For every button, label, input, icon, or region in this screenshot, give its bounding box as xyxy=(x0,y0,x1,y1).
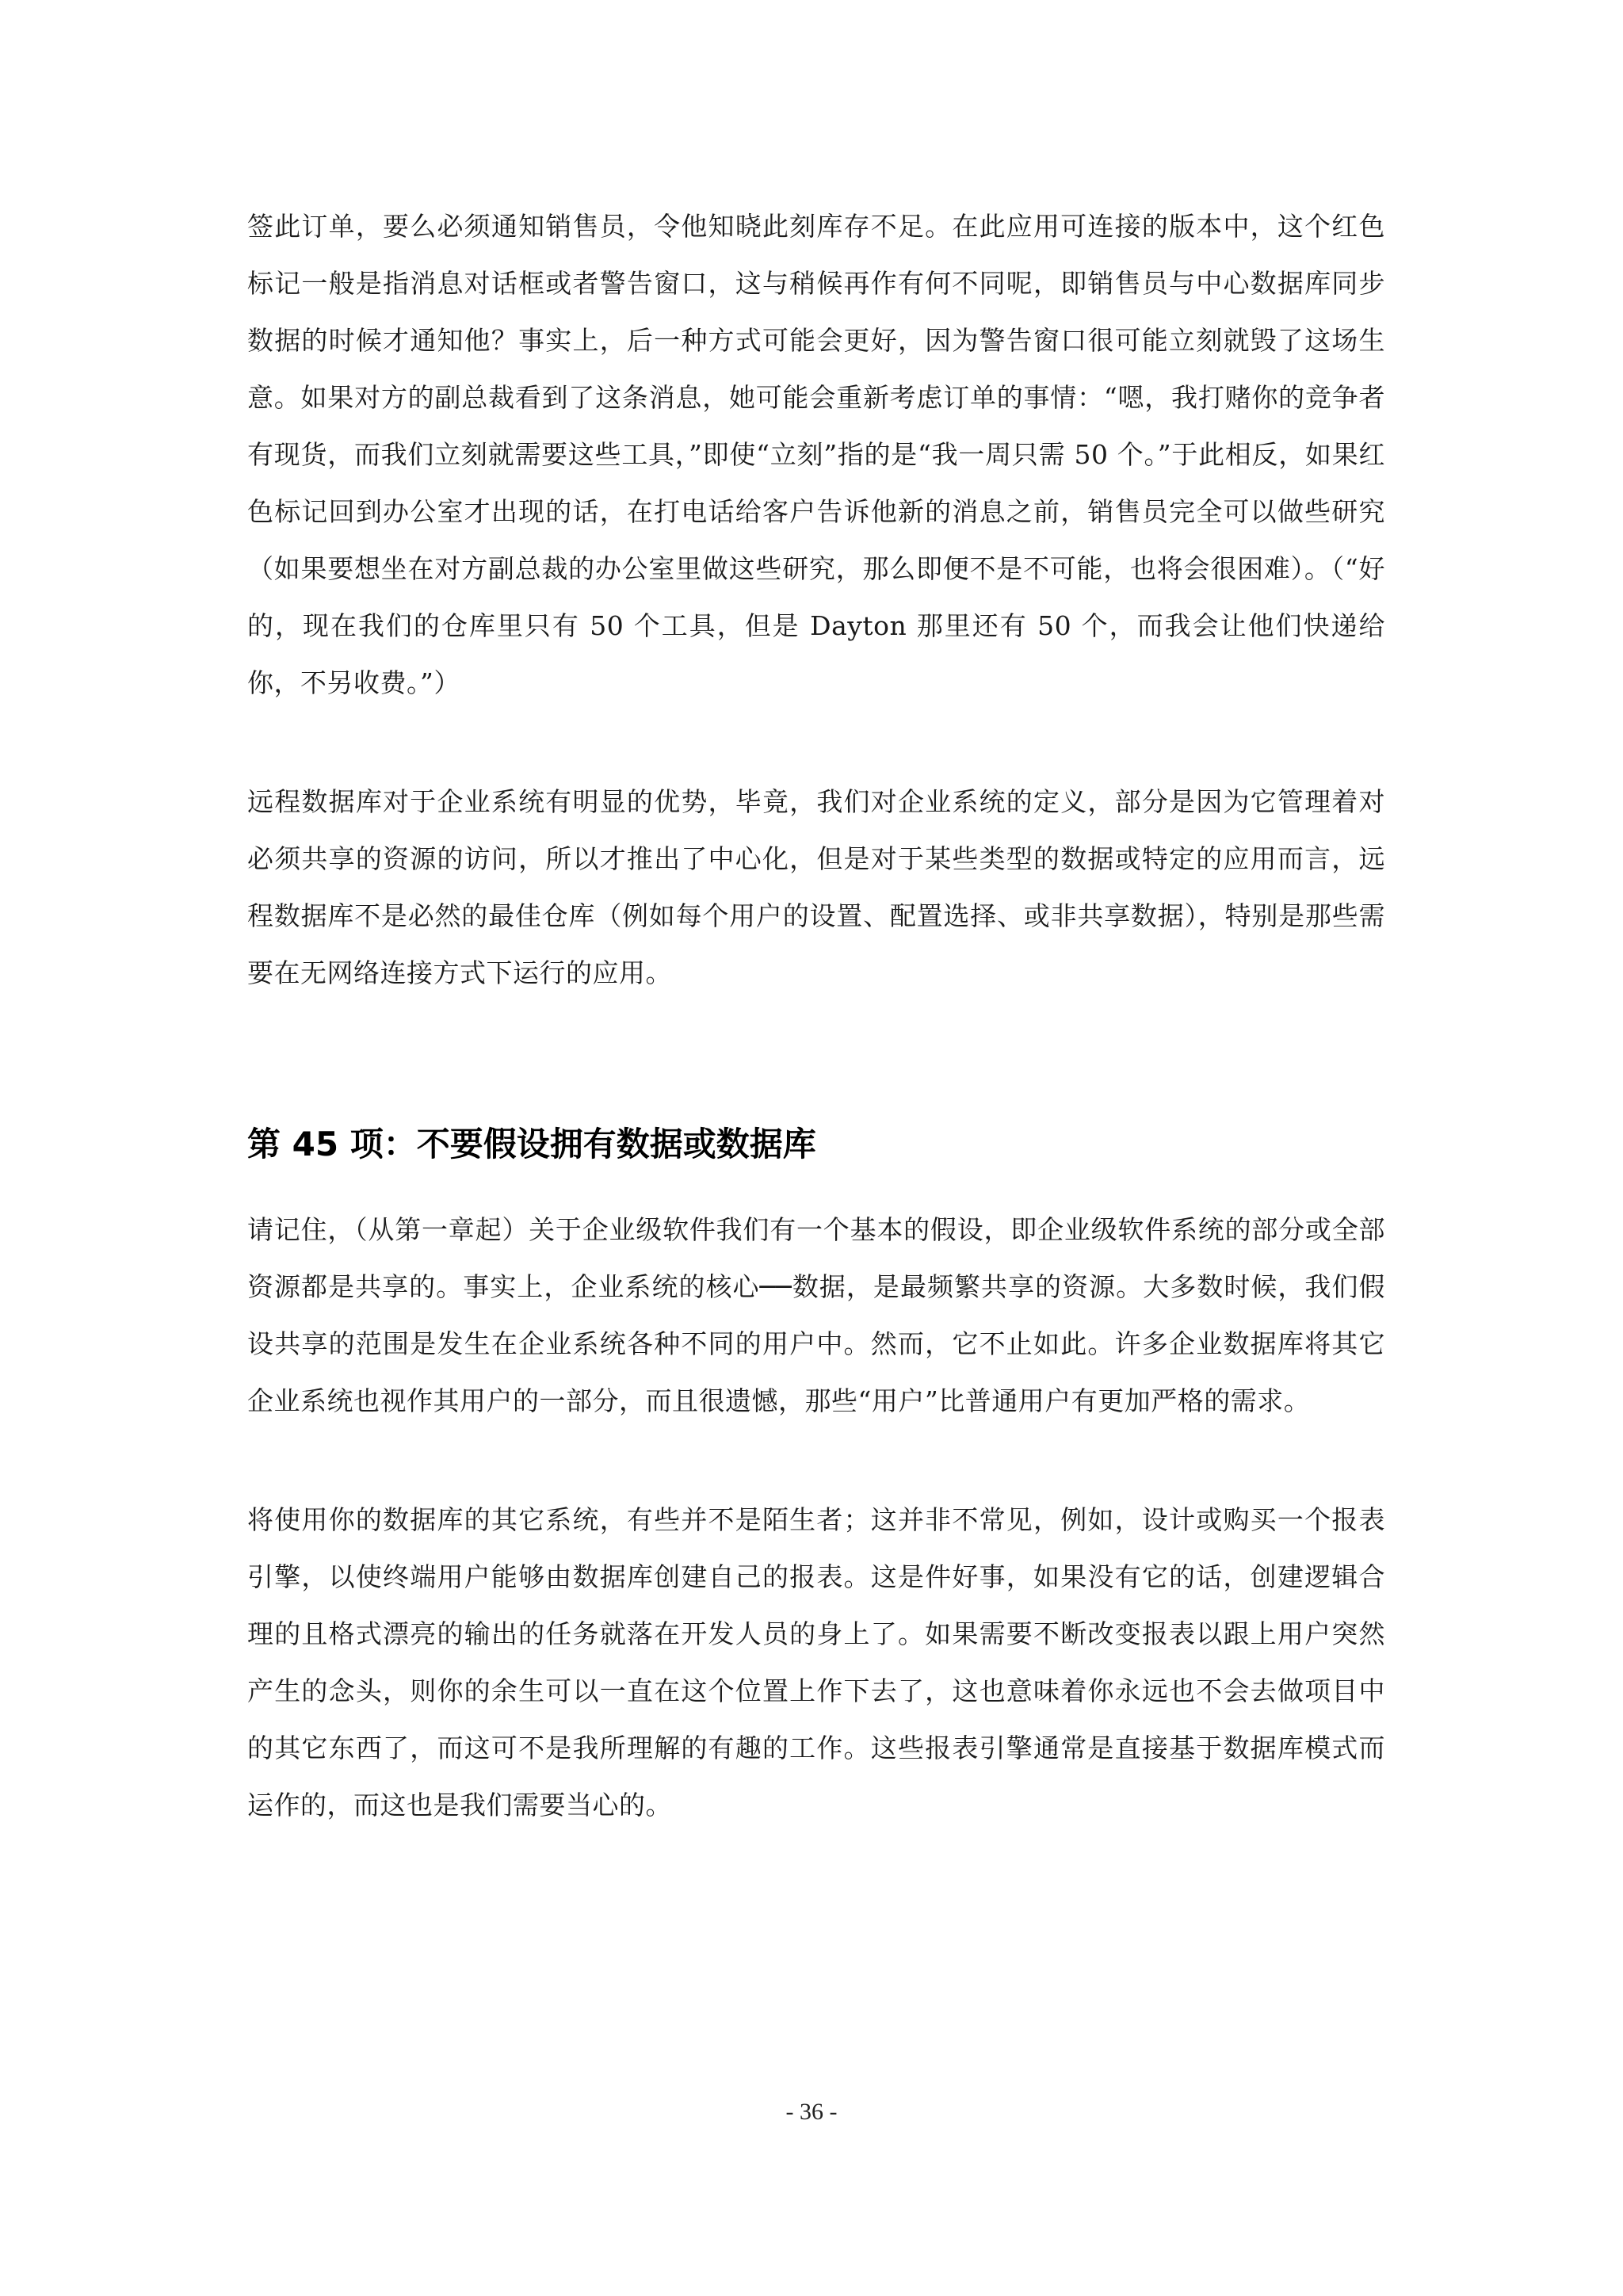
paragraph-4: 将使用你的数据库的其它系统，有些并不是陌生者；这并非不常见，例如，设计或购买一个报表引擎，以使终端用户能够由数据库创建自己的报表。这是件好事，如果没有它的话，创建逻辑合理的且格式漂亮的输出的任务就落在开发人员的身上了。如果需要不断改变报表以跟上用户突然产生的念头，则你的余生可以一直在这个位置上作下去了，这也意味着你永远也不会去做项目中的其它东西了，而这可不是我所理解的有趣的工作。这些报表引擎通常是直接基于数据库模式而运作的，而这也是我们需要当心的。 xyxy=(247,1504,1385,1820)
document-page xyxy=(247,198,1385,1834)
page-number: - 36 - xyxy=(785,2099,838,2125)
paragraph-1: 签此订单，要么必须通知销售员，令他知晓此刻库存不足。在此应用可连接的版本中，这个红色标记一般是指消息对话框或者警告窗口，这与稍候再作有何不同呢，即销售员与中心数据库同步数据的时候才通知他？事实上，后一种方式可能会更好，因为警告窗口很可能立刻就毁了这场生意。如果对方的副总裁看到了这条消息，她可能会重新考虑订单的事情：“嗯，我打赌你的竞争者有现货，而我们立刻就需要这些工具，”即使“立刻”指的是“我一周只需 50 个。”于此相反，如果红色标记回到办公室才出现的话，在打电话给客户告诉他新的消息之前，销售员完全可以做些研究（如果要想坐在对方副总裁的办公室里做这些研究，那么即便不是不可能，也将会很困难）。（“好的，现在我们的仓库里只有 50 个工具，但是 Dayton 那里还有 50 个，而我会让他们快递给你，不另收费。”） xyxy=(247,211,1385,698)
paragraph-2: 远程数据库对于企业系统有明显的优势，毕竟，我们对企业系统的定义，部分是因为它管理着对必须共享的资源的访问，所以才推出了中心化，但是对于某些类型的数据或特定的应用而言，远程数据库不是必然的最佳仓库（例如每个用户的设置、配置选择、或非共享数据），特别是那些需要在无网络连接方式下运行的应用。 xyxy=(247,786,1385,988)
section-heading: 第 45 项：不要假设拥有数据或数据库 xyxy=(247,1125,816,1163)
paragraph-3: 请记住，（从第一章起）关于企业级软件我们有一个基本的假设，即企业级软件系统的部分或全部资源都是共享的。事实上，企业系统的核心──数据，是最频繁共享的资源。大多数时候，我们假设共享的范围是发生在企业系统各种不同的用户中。然而，它不止如此。许多企业数据库将其它企业系统也视作其用户的一部分，而且很遗憾，那些“用户”比普通用户有更加严格的需求。 xyxy=(247,1214,1385,1416)
